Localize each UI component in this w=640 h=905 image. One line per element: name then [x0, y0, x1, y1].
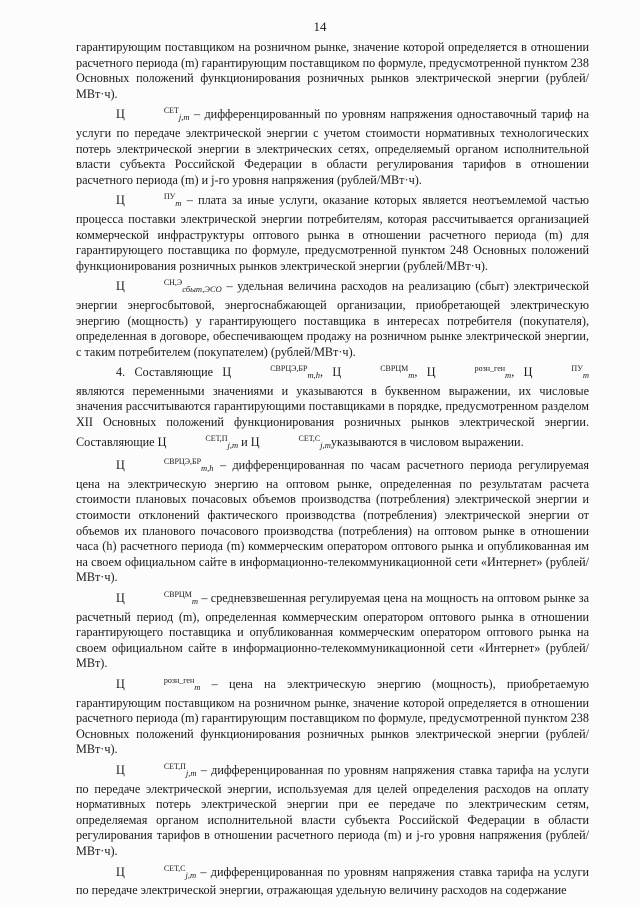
symbol-indices — [260, 431, 331, 454]
symbol-superscript: ПУ — [571, 364, 583, 374]
symbol-subscript: j,m — [320, 439, 331, 450]
symbol-indices — [125, 759, 197, 782]
symbol-indices — [436, 361, 512, 384]
symbol-base: Ц — [222, 365, 232, 380]
paragraph-text: – удельная величина расходов на реализацию (сбыт) электрической энергии энергосбытовой, энергоснабжающей организации, приобретающей электрическую энергию (мощность) у гарантирующего поставщика в интересах потребителя (покупателя), определенная в договоре, обеспечивающем продажу на розничном рынке электрической энергии, с таким потребителем (покупателем) (рублей/МВт·ч). — [76, 279, 589, 359]
formula-symbol — [116, 193, 181, 207]
formula-symbol — [116, 591, 198, 605]
document-body — [76, 40, 589, 899]
symbol-subscript: j,m — [185, 767, 197, 778]
symbol-superscript: розн_ген — [163, 675, 195, 685]
symbol-indices — [125, 673, 201, 696]
paragraph-text: – средневзвешенная регулируемая цена на мощность на оптовом рынке за расчетный период (m), определенная коммерческим оператором оптового рынка в отношении гарантирующего поставщика и опубликованная коммерческим оператором оптового рынка на своем официальном сайте в информационно-телекоммуникационной сети «Интернет» (рублей/МВт). — [76, 591, 589, 671]
formula-symbol — [116, 763, 197, 777]
symbol-superscript: СВРЦМ — [380, 364, 409, 374]
symbol-subscript: m,h — [201, 463, 214, 474]
symbol-superscript: СЕТ — [163, 106, 179, 116]
symbol-base: Ц — [116, 458, 125, 473]
symbol-base: Ц — [116, 193, 125, 208]
paragraph-text: являются переменными значениями и указываются в буквенном выражении, их числовые значения рассчитываются гарантирующими поставщиками в порядке, предусмотренном разделом XII Основных положений функционирования розничных рынков электрической энергии. Составляющие — [76, 383, 589, 449]
symbol-superscript: СЕТ,П — [205, 433, 228, 443]
formula-symbol — [427, 365, 511, 379]
paragraph-text: гарантирующим поставщиком на розничном рынке, значение которой определяется в отношении расчетного периода (m) гарантирующим поставщиком по формуле, предусмотренной пунктом 238 Основных положений функционирования розничных рынков электрической энергии (рублей/МВт·ч). — [76, 40, 589, 101]
symbol-subscript: m — [582, 370, 590, 381]
symbol-superscript: розн_ген — [474, 364, 506, 374]
symbol-base: Ц — [116, 676, 125, 691]
symbol-base: Ц — [116, 864, 125, 879]
symbol-indices — [125, 103, 190, 126]
symbol-superscript: СЕТ,С — [163, 863, 186, 873]
symbol-subscript: j,m — [178, 112, 190, 123]
formula-symbol — [116, 107, 190, 121]
symbol-indices — [532, 361, 589, 384]
paragraph-conjunction: и — [238, 434, 251, 449]
formula-symbol — [332, 365, 414, 379]
symbol-subscript: сбыт,ЭСО — [182, 284, 222, 295]
paragraph-5: 4. Составляющие Ц $^{СВРЦЭ,БР}_{m,h}$, Ц $^{СВРЦМ}_m$, Ц $^{розн\_ген}_m$, Ц $^{ПУ}_m$ являются переменными значениями и указываются в буквенном выражении, их числовые значения рассчитываются гарантирующими поставщиками в порядке, предусмотренном разделом XII Основных положений функционирования розничных рынков электрической энергии. Составляющие Ц $^{СЕТ,П}_{j,m}$ и Ц $^{СЕТ,С}_{j,m}$указываются в числовом выражении. — [76, 361, 589, 453]
symbol-subscript: m,h — [307, 370, 320, 381]
symbol-subscript: j,m — [227, 439, 239, 450]
paragraph-text: – дифференцированный по уровням напряжения одноставочный тариф на услуги по передаче электрической энергии с учетом стоимости нормативных технологических потерь электрической энергии в электрических сетях, определяемый органом исполнительной власти субъекта Российской Федерации в области регулирования тарифов в отношении расчетного периода (m) и j-го уровня напряжения (рублей/МВт·ч). — [76, 107, 589, 187]
formula-symbol — [116, 865, 196, 879]
page-number: 14 — [313, 19, 327, 34]
paragraph-10 — [76, 861, 589, 899]
symbol-base: Ц — [523, 365, 533, 380]
formula-symbol — [116, 279, 222, 293]
paragraph-text: – дифференцированная по уровням напряжения ставка тарифа на услуги по передаче электрической энергии, отражающая удельную величину расходов на содержание — [76, 864, 589, 898]
paragraph-1 — [76, 40, 589, 102]
paragraph-text: – дифференцированная по часам расчетного периода регулируемая цена на электрическую энергию на оптовом рынке, определенная по результатам расчета стоимости плановых почасовых объемов производства (потребления) электрической энергии и стоимости отклонений фактического производства (потребления) электрической энергии от объемов их планового почасового производства (потребления) на оптовом рынке в отношении часа (h) расчетного периода (m) коммерческим оператором оптового рынка и опубликованная им на своем официальном сайте в информационно-телекоммуникационной сети «Интернет» (рублей/МВт·ч). — [76, 458, 589, 585]
symbol-subscript: m — [175, 198, 182, 209]
symbol-base: Ц — [116, 279, 125, 294]
symbol-indices — [166, 431, 238, 454]
paragraph-text: – дифференцированная по уровням напряжения ставка тарифа на услуги по передаче электрической энергии, используемая для целей определения расходов на оплату нормативных потерь электрической энергии при ее передаче по электрическим сетям, определяемая органом исполнительной власти субъекта Российской Федерации в области регулирования тарифов в отношении расчетного периода (m) и j-го уровня напряжения (рублей/МВт·ч). — [76, 762, 589, 858]
formula-symbol — [158, 435, 239, 449]
symbol-superscript: СВРЦЭ,БР — [270, 364, 308, 374]
symbol-base: Ц — [116, 762, 125, 777]
paragraph-text: – плата за иные услуги, оказание которых является неотъемлемой частью процесса поставки электрической энергии потребителям, которая рассчитывается организацией коммерческой инфраструктуры оптового рынка в отношении расчетного периода (m) для гарантирующего поставщика по формуле, предусмотренной пунктом 248 Основных положений функционирования розничных рынков электрической энергии (рублей/МВт·ч). — [76, 193, 589, 273]
formula-symbol — [222, 365, 320, 379]
symbol-superscript: СЕТ,П — [163, 761, 186, 771]
paragraph-2 — [76, 103, 589, 188]
symbol-indices — [125, 454, 214, 477]
formula-symbol — [524, 365, 589, 379]
symbol-subscript: m — [408, 370, 415, 381]
symbol-base: Ц — [157, 434, 167, 449]
symbol-base: Ц — [332, 365, 342, 380]
symbol-superscript: ПУ — [163, 192, 176, 202]
paragraph-7 — [76, 587, 589, 672]
symbol-base: Ц — [116, 591, 125, 605]
symbol-indices — [125, 189, 182, 212]
formula-symbol — [116, 677, 200, 691]
symbol-subscript: m — [191, 596, 198, 606]
symbol-subscript: j,m — [185, 869, 197, 880]
symbol-base: Ц — [426, 365, 436, 380]
symbol-indices — [125, 275, 222, 298]
paragraph-4 — [76, 275, 589, 360]
symbol-subscript: m — [505, 370, 512, 381]
formula-symbol — [116, 458, 214, 472]
formula-symbol — [251, 435, 331, 449]
paragraph-tail: указываются в числовом выражении. — [330, 434, 524, 449]
symbol-base: Ц — [250, 434, 260, 449]
paragraph-8 — [76, 673, 589, 758]
paragraph-lead: 4. Составляющие — [116, 365, 223, 380]
symbol-indices — [125, 587, 198, 610]
symbol-superscript: СЕТ,С — [298, 433, 321, 443]
paragraph-9 — [76, 759, 589, 860]
symbol-superscript: СВРЦЭ,БР — [163, 457, 202, 467]
symbol-superscript: СВРЦМ — [163, 590, 192, 599]
symbol-superscript: СН,Э — [163, 278, 183, 288]
symbol-indices — [341, 361, 414, 384]
paragraph-text: – цена на электрическую энергию (мощность), приобретаемую гарантирующим поставщиком на розничном рынке, значение которой определяется в отношении расчетного периода (m) гарантирующим поставщиком по формуле, предусмотренной пунктом 238 Основных положений функционирования розничных рынков электрической энергии (рублей/МВт·ч). — [76, 676, 589, 757]
paragraph-6 — [76, 454, 589, 586]
symbol-indices — [231, 361, 320, 384]
symbol-subscript: m — [194, 681, 201, 692]
symbol-indices — [125, 861, 196, 884]
paragraph-3 — [76, 189, 589, 274]
symbol-base: Ц — [116, 107, 125, 122]
